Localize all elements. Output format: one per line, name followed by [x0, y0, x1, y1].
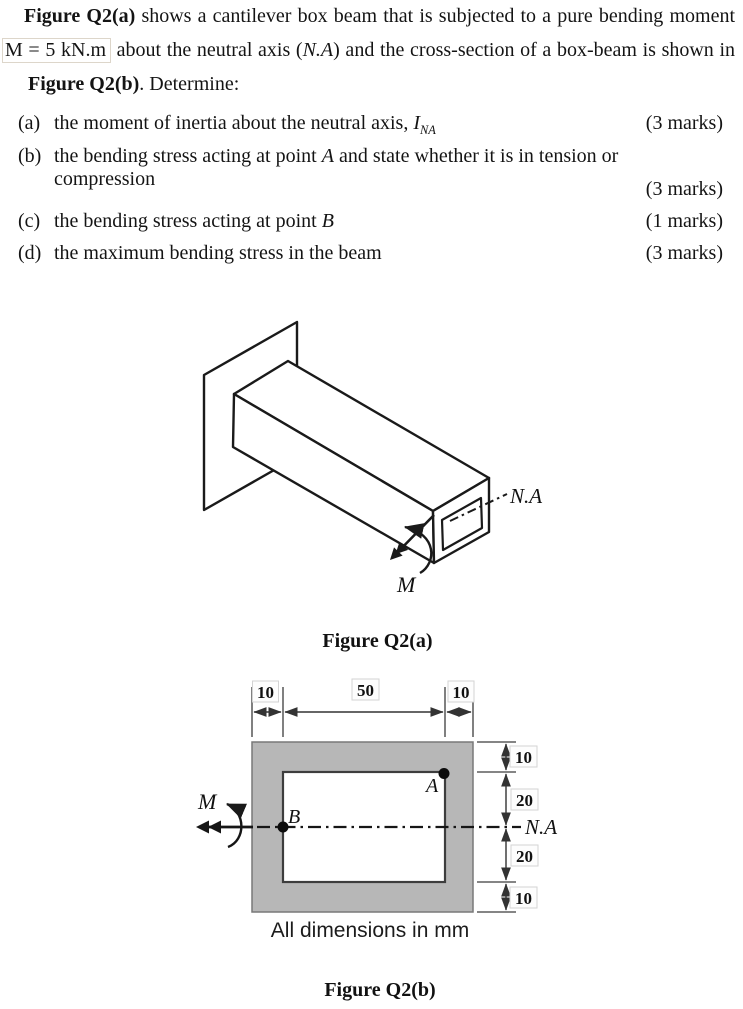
question-d-marks: (3 marks) [645, 242, 723, 264]
moment-label: M [397, 572, 416, 597]
dim-right-2: 20 [516, 791, 533, 810]
point-b-symbol: B [321, 210, 334, 232]
dim-top-left: 10 [257, 683, 274, 702]
dim-top-mid: 50 [357, 681, 374, 700]
question-b-marks: (3 marks) [645, 178, 723, 200]
moment-label: M [198, 789, 217, 814]
figure-b-caption: Figure Q2(b) [324, 979, 436, 1001]
figure-a-caption: Figure Q2(a) [322, 630, 433, 652]
question-b-body: the bending stress acting at point [54, 145, 322, 167]
question-a-label: (a) [18, 112, 41, 134]
point-b-label: B [288, 806, 301, 828]
inertia-symbol: I [413, 112, 421, 134]
question-d-row [18, 242, 723, 265]
neutral-axis-label: N.A [525, 815, 558, 839]
paragraph-line-1 [6, 3, 735, 29]
question-c-row [18, 210, 723, 233]
question-c-body: the bending stress acting at point [54, 210, 322, 232]
paragraph-line-2-rest: ) and the cross-section of a box-beam is shown in [333, 39, 736, 61]
question-b-text [54, 145, 723, 191]
paragraph-line-3 [6, 71, 735, 97]
question-a-row [18, 112, 723, 138]
neutral-axis-label: N.A [510, 484, 543, 508]
neutral-axis-abbrev: N.A [302, 39, 334, 61]
question-a-text [54, 112, 636, 138]
point-b-marker [278, 822, 289, 833]
dim-right-4: 10 [515, 889, 532, 908]
question-d-label: (d) [18, 242, 42, 264]
point-a-label: A [426, 775, 439, 797]
point-a-symbol: A [321, 145, 334, 167]
paragraph-line-2-text: about the neutral axis ( [111, 39, 303, 61]
question-c-label: (c) [18, 210, 41, 232]
question-a-body: the moment of inertia about the neutral axis, [54, 112, 414, 134]
dim-right-3: 20 [516, 847, 533, 866]
moment-value: M = 5 kN.m [2, 38, 111, 63]
question-b-body-2: and state whether it is in tension or compression [54, 145, 619, 190]
moment-arrowhead-2-icon [208, 821, 221, 834]
determine-text: . Determine: [139, 73, 240, 95]
moment-arrowhead-icon [196, 821, 209, 834]
moment-rotation-arc [227, 804, 241, 847]
question-c-text [54, 210, 636, 233]
paragraph-line-1-text: shows a cantilever box beam that is subjected to a pure bending moment [135, 5, 735, 27]
question-b-label: (b) [18, 145, 42, 167]
figure-b-reference: Figure Q2(b) [28, 73, 140, 95]
question-d-text: the maximum bending stress in the beam [54, 242, 382, 264]
inertia-subscript: NA [420, 123, 436, 137]
question-a-marks: (3 marks) [645, 112, 723, 134]
figure-a-diagram [150, 295, 580, 605]
question-c-marks: (1 marks) [645, 210, 723, 232]
point-a-marker [439, 768, 450, 779]
dim-right-1: 10 [515, 748, 532, 767]
dimensions-note: All dimensions in mm [270, 919, 470, 942]
question-b-row [18, 145, 723, 191]
paragraph-line-2 [2, 37, 735, 63]
figure-b-diagram [150, 670, 590, 960]
figure-a-reference: Figure Q2(a) [24, 5, 136, 27]
dim-top-right: 10 [452, 683, 470, 702]
